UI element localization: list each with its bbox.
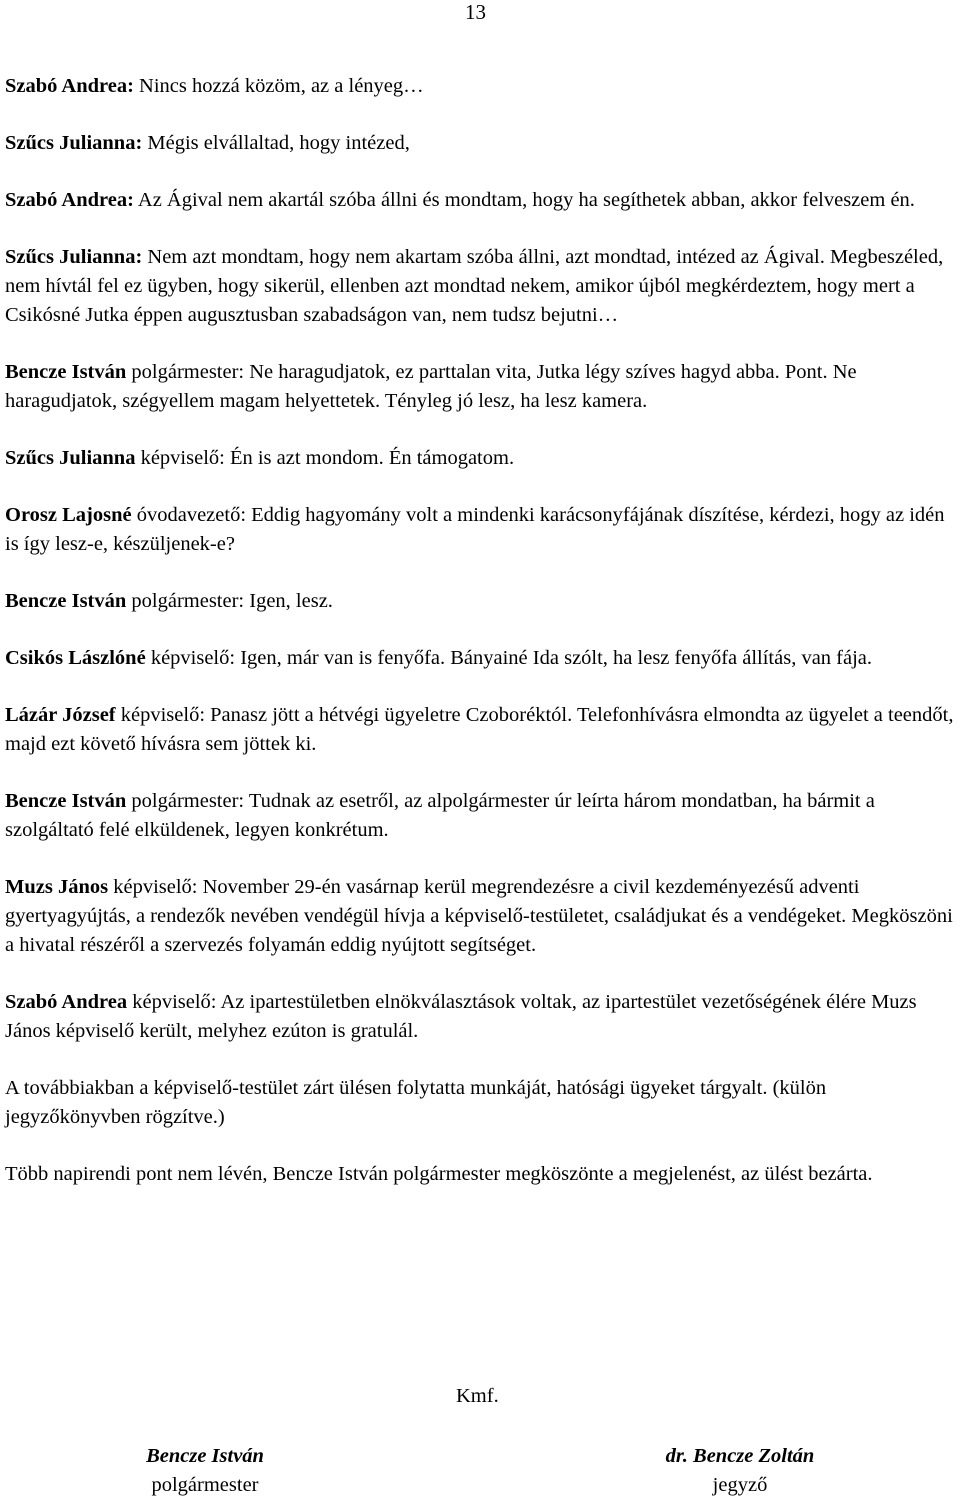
paragraph-text: A továbbiakban a képviselő-testület zárt ülésen folytatta munkáját, hatósági ügyeket tárgyalt. (külön jegyzőkönyvben rögzítve.) [5,1077,827,1128]
paragraph-text: képviselő: Én is azt mondom. Én támogatom. [135,447,515,469]
paragraph [5,587,955,616]
paragraph-text: óvodavezető: Eddig hagyomány volt a mindenki karácsonyfájának díszítése, kérdezi, hogy az idén is így lesz-e, készüljenek-e? [5,504,945,555]
paragraph-text: polgármester: Tudnak az esetről, az alpolgármester úr leírta három mondatban, ha bármit a szolgáltató felé elküldenek, legyen konkrétum. [5,790,875,841]
paragraph-text: képviselő: Igen, már van is fenyőfa. Bányainé Ida szólt, ha lesz fenyőfa állítás, van fája. [145,647,873,669]
speaker-name: Szűcs Julianna [5,447,136,469]
paragraph-text: képviselő: Az ipartestületben elnökválasztások voltak, az ipartestület vezetőségének élére Muzs János képviselő került, melyhez ezúton is gratulál. [5,991,917,1042]
speaker-name: Szűcs Julianna: [5,246,143,268]
signature-block-notary [635,1442,845,1500]
paragraph-text: Több napirendi pont nem lévén, Bencze István polgármester megköszönte a megjelenést, az ülést bezárta. [5,1163,873,1185]
speaker-name: Csikós Lászlóné [5,647,146,669]
signature-title: jegyző [712,1474,768,1496]
paragraph [5,701,955,759]
paragraph-text: polgármester: Igen, lesz. [126,590,333,612]
paragraph-text: Mégis elvállaltad, hogy intézed, [142,132,410,154]
paragraph [5,644,955,673]
signature-name: Bencze István [146,1445,264,1467]
paragraph-text: Nem azt mondtam, hogy nem akartam szóba állni, azt mondtad, intézed az Ágival. Megbeszéled, nem hívtál fel ez ügyben, hogy sikerül, ellenben azt mondtad nekem, amikor újból megkérdeztem, hogy mert a Csikósné Jutka éppen augusztusban szabadságon van, nem tudsz bejutni… [5,246,944,326]
page-number: 13 [465,0,486,24]
speaker-name: Muzs János [5,876,109,898]
paragraph-text: Az Ágival nem akartál szóba állni és mondtam, hogy ha segíthetek abban, akkor felveszem én. [133,189,915,211]
paragraph [5,444,955,473]
paragraph-text: képviselő: November 29-én vasárnap kerül megrendezésre a civil kezdeményezésű adventi gyertyagyújtás, a rendezők nevében vendégül hívja a képviselő-testületet, családjukat és a vendégeket. Megköszöni a hivatal részéről a szervezés folyamán eddig nyújtott segítséget. [5,876,953,956]
speaker-name: Bencze István [5,790,127,812]
paragraph-text: Nincs hozzá közöm, az a lényeg… [133,75,424,97]
signature-name: dr. Bencze Zoltán [665,1445,815,1467]
paragraph [5,358,955,416]
paragraph [5,186,955,215]
speaker-name: Szűcs Julianna: [5,132,143,154]
speaker-name: Szabó Andrea: [5,75,134,97]
speaker-name: Szabó Andrea: [5,189,134,211]
paragraph [5,72,955,101]
paragraph [5,1160,955,1189]
paragraph [5,129,955,158]
speaker-name: Bencze István [5,361,127,383]
paragraph [5,988,955,1046]
minutes-body [5,72,955,1189]
paragraph-text: képviselő: Panasz jött a hétvégi ügyeletre Czoboréktól. Telefonhívásra elmondta az ügyelet a teendőt, majd ezt követő hívásra sem jöttek ki. [5,704,954,755]
speaker-name: Lázár József [5,704,116,726]
signature-block-mayor [110,1442,300,1500]
paragraph-text: polgármester: Ne haragudjatok, ez parttalan vita, Jutka légy szíves hagyd abba. Pont. Ne haragudjatok, szégyellem magam helyettetek. Tényleg jó lesz, ha lesz kamera. [5,361,857,412]
paragraph [5,1074,955,1132]
paragraph [5,501,955,559]
paragraph [5,873,955,960]
kmf-label: Kmf. [456,1385,499,1407]
paragraph [5,243,955,330]
paragraph [5,787,955,845]
speaker-name: Szabó Andrea [5,991,128,1013]
speaker-name: Orosz Lajosné [5,504,132,526]
signature-title: polgármester [151,1474,259,1496]
speaker-name: Bencze István [5,590,127,612]
